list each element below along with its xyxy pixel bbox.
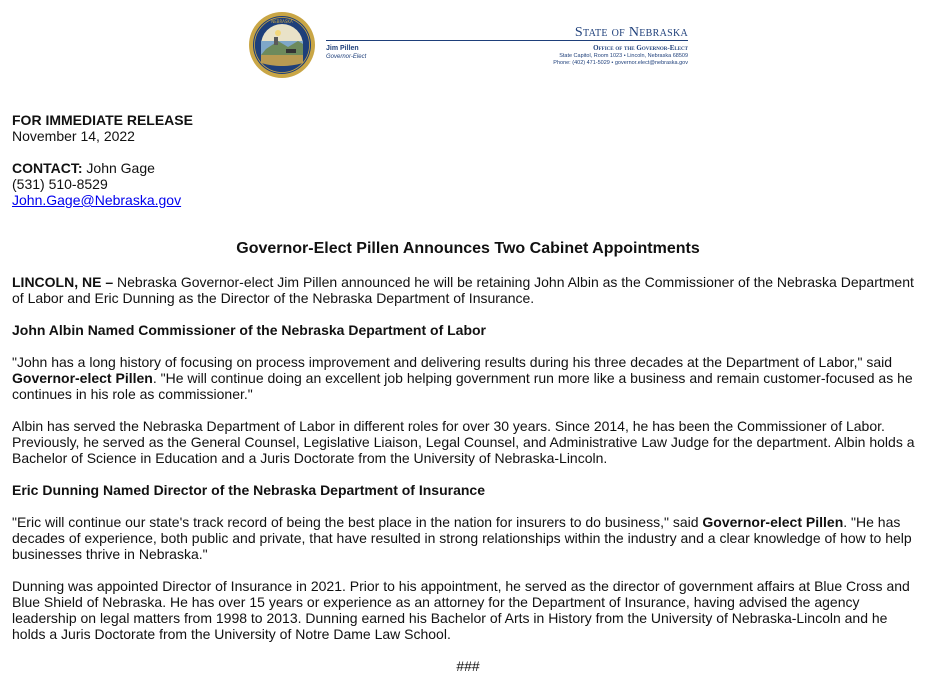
section1-heading: John Albin Named Commissioner of the Nebraska Department of Labor: [12, 322, 487, 338]
section2-quote-b: . "He has decades of experience, both public and private, that have resulted in strong relationships within the industry and a clear knowledge of how to help businesses thrive in Nebraska.": [12, 514, 912, 562]
release-block: [12, 112, 924, 144]
release-label: FOR IMMEDIATE RELEASE: [12, 112, 193, 128]
state-name: State of Nebraska: [574, 25, 688, 40]
section2-quote: [12, 514, 924, 562]
section2-bio: Dunning was appointed Director of Insurance in 2021. Prior to his appointment, he served as the director of government affairs at Blue Cross and Blue Shield of Nebraska. He has over 15 years or experience as an attorney for the Department of Insurance, having advised the agency leadership on legal matters from 1998 to 2013. Dunning earned his Bachelor of Arts in History from the University of Nebraska-Lincoln and he holds a Juris Doctorate from the University of Notre Dame Law School.: [12, 578, 910, 642]
contact-label: CONTACT:: [12, 160, 83, 176]
contact-name: John Gage: [82, 160, 155, 176]
press-release-body: [12, 112, 924, 674]
contact-phone: (531) 510-8529: [12, 176, 108, 192]
section1-quote-a: "John has a long history of focusing on process improvement and delivering results during his three decades at the Department of Labor," said: [12, 354, 892, 370]
section1-bio: Albin has served the Nebraska Department of Labor in different roles for over 30 years. Since 2014, he has been the Commissioner of Labor. Previously, he served as the General Counsel, Legislative Liaison, Legal Counsel, and Administrative Law Judge for the department. Albin holds a Bachelor of Science in Education and a Juris Doctorate from the University of Nebraska-Lincoln.: [12, 418, 915, 466]
governor-title: Governor-Elect: [326, 54, 367, 60]
letterhead: [248, 11, 688, 79]
section2-speaker: Governor-elect Pillen: [702, 514, 844, 530]
end-mark: ###: [456, 658, 480, 674]
svg-text:NEBRASKA: NEBRASKA: [271, 19, 293, 24]
section1-quote: [12, 354, 924, 402]
governor-name: Jim Pillen: [326, 45, 359, 52]
section1-speaker: Governor-elect Pillen: [12, 370, 153, 386]
release-date: November 14, 2022: [12, 128, 135, 144]
office-name: Office of the Governor-Elect: [593, 44, 688, 52]
contact-email-link[interactable]: John.Gage@Nebraska.gov: [12, 192, 182, 208]
section1-quote-b: . "He will continue doing an excellent job helping government run more like a business and remain customer-focused as he continues in his role as commissioner.": [12, 370, 913, 402]
headline: Governor-Elect Pillen Announces Two Cabinet Appointments: [236, 240, 700, 257]
section2-quote-a: "Eric will continue our state's track record of being the best place in the nation for insurers to do business," said: [12, 514, 703, 530]
contact-block: [12, 160, 924, 208]
intro-text: Nebraska Governor-elect Jim Pillen announced he will be retaining John Albin as the Commissioner of the Nebraska Department of Labor and Eric Dunning as the Director of the Nebraska Department of Insurance.: [12, 274, 914, 306]
state-seal-icon: [248, 11, 316, 79]
office-address: [553, 53, 688, 67]
intro-paragraph: [12, 274, 924, 306]
phone-line: Phone: (402) 471-5029 • governor.elect@nebraska.gov: [553, 60, 688, 66]
letterhead-rule: [326, 40, 688, 41]
section2-heading: Eric Dunning Named Director of the Nebraska Department of Insurance: [12, 482, 485, 498]
address-line: State Capitol, Room 1023 • Lincoln, Nebraska 68509: [559, 53, 688, 59]
dateline: LINCOLN, NE –: [12, 274, 114, 290]
